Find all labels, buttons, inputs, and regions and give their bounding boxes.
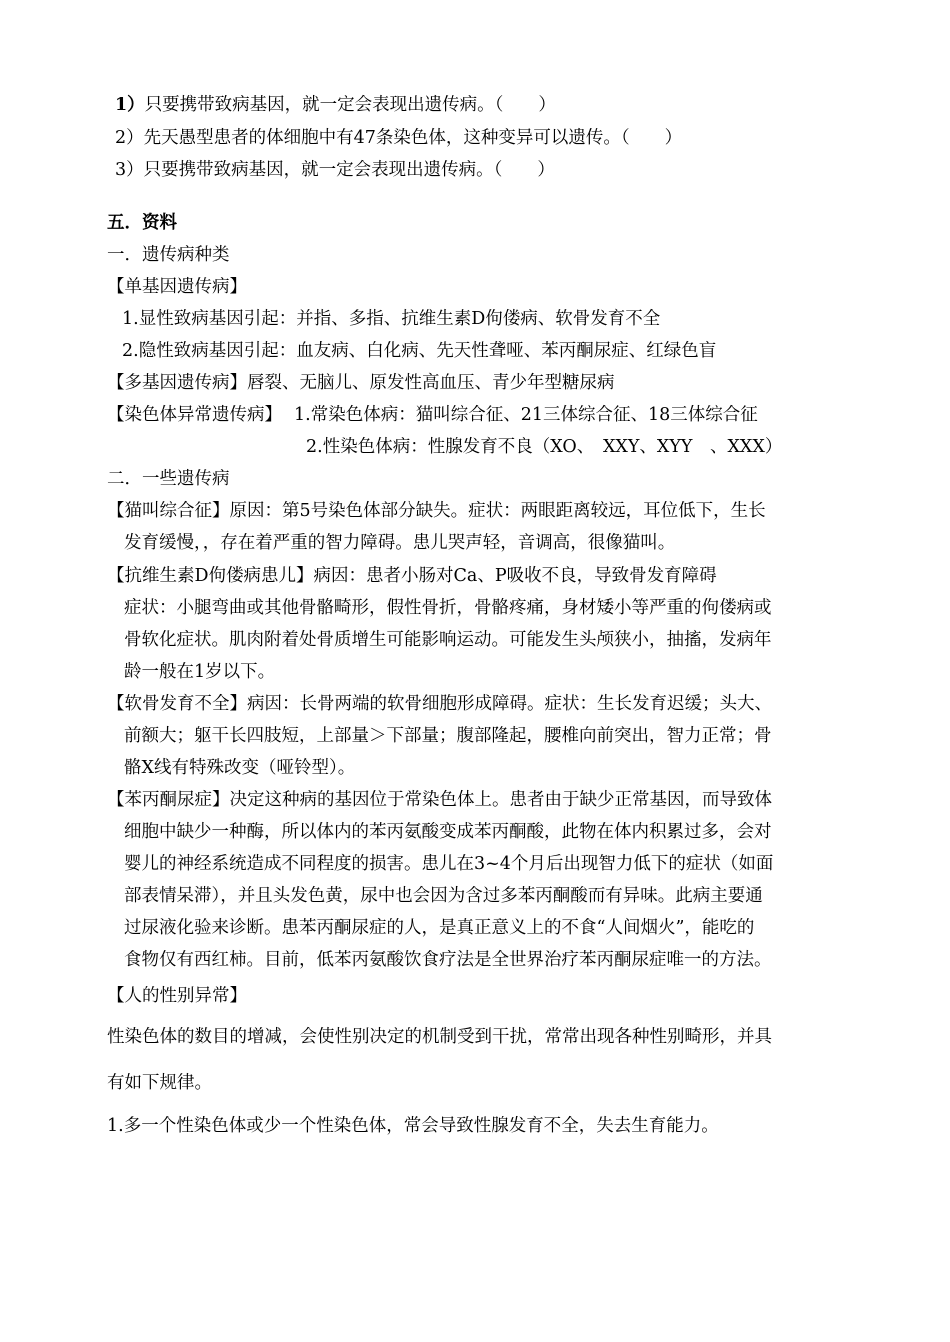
pku-line-3: 婴儿的神经系统造成不同程度的损害。患儿在3~4个月后出现智力低下的症状（如面 (124, 854, 774, 874)
rickets-line-2: 症状：小腿弯曲或其他骨骼畸形，假性骨折，骨骼疼痛，身材矮小等严重的佝偻病或 (124, 598, 772, 618)
single-gene-item-1: 1.显性致病基因引起：并指、多指、抗维生素D佝偻病、软骨发育不全 (122, 309, 661, 329)
pku-line-6: 食物仅有西红柿。目前，低苯丙氨酸饮食疗法是全世界治疗苯丙酮尿症唯一的方法。 (124, 950, 772, 970)
rickets-line-4: 龄一般在1岁以下。 (124, 662, 276, 682)
single-gene-item-2: 2.隐性致病基因引起：血友病、白化病、先天性聋哑、苯丙酮尿症、红绿色盲 (122, 341, 717, 361)
achondroplasia-line-3: 骼X线有特殊改变（哑铃型）。 (124, 758, 356, 778)
question-1-text: 只要携带致病基因，就一定会表现出遗传病。（ ） (144, 95, 556, 115)
multi-gene-header: 【多基因遗传病】 (107, 373, 247, 393)
sub-title-some-diseases: 二．一些遗传病 (107, 469, 230, 489)
sub-title-genetic-types: 一．遗传病种类 (107, 245, 230, 265)
multi-gene-text: 唇裂、无脑儿、原发性高血压、青少年型糖尿病 (247, 373, 615, 393)
pku-line-2: 细胞中缺少一种酶，所以体内的苯丙氨酸变成苯丙酮酸，此物在体内积累过多，会对 (124, 822, 772, 842)
question-2-text: 先天愚型患者的体细胞中有47条染色体，这种变异可以遗传。（ ） (143, 128, 683, 148)
question-1 (115, 93, 556, 117)
section-title: 五．资料 (107, 213, 177, 233)
chromosome-row (107, 403, 758, 427)
question-2-number: 2） (115, 128, 144, 148)
rickets-line-3: 骨软化症状。肌肉附着处骨质增生可能影响运动。可能发生头颅狭小，抽搐，发病年 (124, 630, 772, 650)
multi-gene-row (107, 371, 615, 395)
question-3-text: 只要携带致病基因，就一定会表现出遗传病。（ ） (143, 160, 555, 180)
achondroplasia-line-2: 前额大；躯干长四肢短，上部量＞下部量；腹部隆起，腰椎向前突出，智力正常；骨 (124, 726, 772, 746)
sex-abnormal-line-1: 性染色体的数目的增减，会使性别决定的机制受到干扰，常常出现各种性别畸形，并具 (107, 1027, 772, 1047)
pku-line-4: 部表情呆滞），并且头发色黄，尿中也会因为含过多苯丙酮酸而有异味。此病主要通 (124, 886, 763, 906)
sex-abnormal-line-3: 1.多一个性染色体或少一个性染色体，常会导致性腺发育不全，失去生育能力。 (107, 1116, 719, 1136)
question-2 (115, 126, 682, 150)
cat-cry-line-2: 发育缓慢，，存在着严重的智力障碍。患儿哭声轻，音调高，很像猫叫。 (124, 533, 676, 553)
chromosome-item-2: 2.性染色体病：性腺发育不良（XO、 XXY、XYY 、XXX） (306, 437, 783, 457)
rickets-line-1: 【抗维生素D佝偻病患儿】病因：患者小肠对Ca、P吸收不良，导致骨发育障碍 (107, 566, 717, 586)
single-gene-header: 【单基因遗传病】 (107, 277, 247, 297)
pku-line-5: 过尿液化验来诊断。患苯丙酮尿症的人，是真正意义上的不食“人间烟火”，能吃的 (124, 918, 755, 938)
chromosome-item-1: 1.常染色体病：猫叫综合征、21三体综合征、18三体综合征 (294, 405, 758, 425)
question-3-number: 3） (115, 160, 144, 180)
question-3 (115, 158, 555, 182)
chromosome-header: 【染色体异常遗传病】 (107, 405, 282, 425)
pku-line-1: 【苯丙酮尿症】决定这种病的基因位于常染色体上。患者由于缺少正常基因，而导致体 (107, 790, 772, 810)
question-1-number: 1） (115, 95, 145, 115)
sex-abnormal-header: 【人的性别异常】 (107, 986, 247, 1006)
achondroplasia-line-1: 【软骨发育不全】病因：长骨两端的软骨细胞形成障碍。症状：生长发育迟缓；头大、 (107, 694, 772, 714)
sex-abnormal-line-2: 有如下规律。 (107, 1073, 212, 1093)
cat-cry-line-1: 【猫叫综合征】原因：第5号染色体部分缺失。症状：两眼距离较远，耳位低下，生长 (107, 501, 766, 521)
